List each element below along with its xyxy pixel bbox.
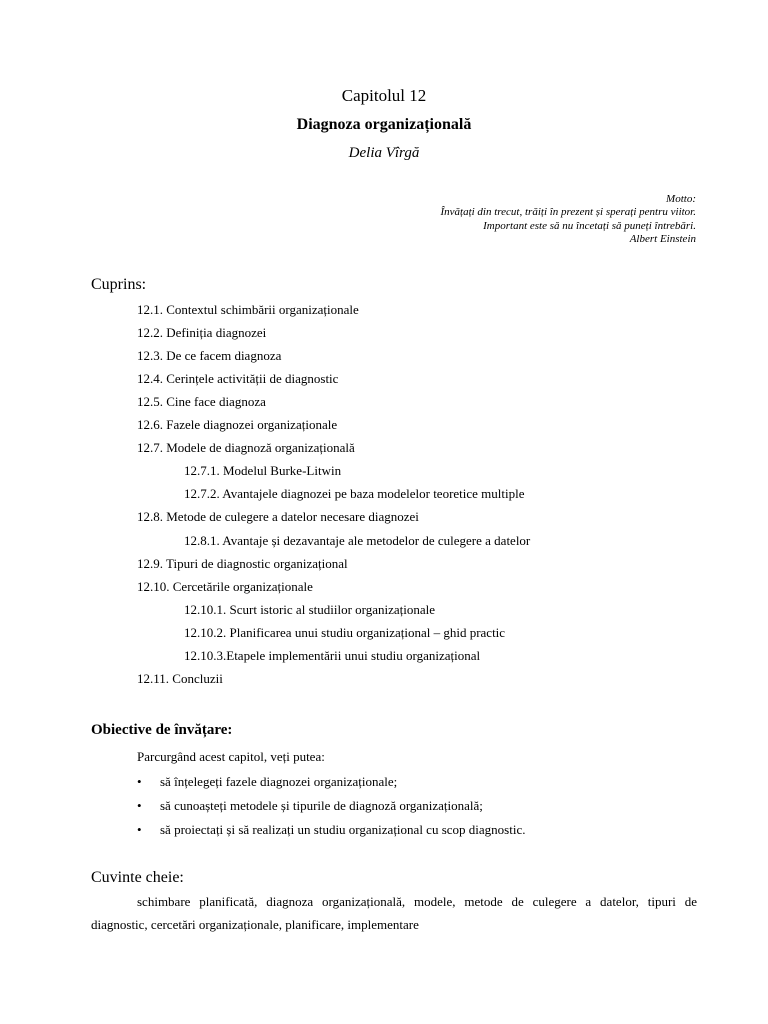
toc-item: 12.8. Metode de culegere a datelor necesare diagnozei — [137, 509, 419, 524]
objective-item: să cunoașteți metodele și tipurile de diagnoză organizațională; — [160, 798, 483, 813]
toc-item: 12.9. Tipuri de diagnostic organizațional — [137, 556, 348, 571]
toc-item: 12.10. Cercetările organizaționale — [137, 579, 313, 594]
toc-item: 12.2. Definiția diagnozei — [137, 325, 267, 340]
objectives-heading: Obiective de învățare: — [91, 722, 233, 738]
objective-item: să proiectați și să realizați un studiu organizațional cu scop diagnostic. — [160, 822, 526, 837]
motto-line-2: Important este să nu încetați să puneți întrebări. — [483, 219, 696, 232]
toc-subitem: 12.10.2. Planificarea unui studiu organizațional – ghid practic — [184, 625, 506, 640]
motto-line-1: Învățați din trecut, trăiți în prezent și sperați pentru viitor. — [440, 206, 696, 219]
toc-item: 12.4. Cerințele activității de diagnostic — [137, 371, 339, 386]
bullet-icon: • — [137, 774, 142, 789]
motto-attribution: Albert Einstein — [629, 233, 696, 246]
toc-item: 12.3. De ce facem diagnoza — [137, 348, 282, 363]
toc-subitem: 12.7.1. Modelul Burke-Litwin — [184, 463, 342, 478]
chapter-title: Diagnoza organizațională — [296, 116, 472, 133]
keywords-line-1: schimbare planificată, diagnoza organizațională, modele, metode de culegere a datelor, tipuri de — [137, 894, 697, 909]
toc-subitem: 12.8.1. Avantaje și dezavantaje ale metodelor de culegere a datelor — [184, 533, 531, 548]
objective-item: să înțelegeți fazele diagnozei organizaționale; — [160, 774, 398, 789]
motto-block — [440, 193, 696, 247]
toc-subitem: 12.10.1. Scurt istoric al studiilor organizaționale — [184, 602, 436, 617]
contents-heading: Cuprins: — [91, 276, 147, 293]
bullet-icon: • — [137, 798, 142, 813]
toc-item: 12.5. Cine face diagnoza — [137, 394, 266, 409]
toc-subitem: 12.7.2. Avantajele diagnozei pe baza modelelor teoretice multiple — [184, 486, 525, 501]
toc-item: 12.11. Concluzii — [137, 671, 223, 686]
motto-label: Motto: — [666, 193, 696, 205]
keywords-line-2: diagnostic, cercetări organizaționale, planificare, implementare — [91, 917, 419, 932]
chapter-label: Capitolul 12 — [341, 86, 427, 105]
toc-item: 12.1. Contextul schimbării organizaționale — [137, 302, 359, 317]
bullet-icon: • — [137, 822, 142, 837]
author-name: Delia Vîrgă — [348, 145, 420, 161]
toc-item: 12.7. Modele de diagnoză organizațională — [137, 440, 355, 455]
toc-item: 12.6. Fazele diagnozei organizaționale — [137, 417, 338, 432]
toc-subitem: 12.10.3.Etapele implementării unui studiu organizațional — [184, 648, 481, 663]
objectives-intro: Parcurgând acest capitol, veți putea: — [137, 749, 325, 764]
keywords-heading: Cuvinte cheie: — [91, 869, 184, 886]
